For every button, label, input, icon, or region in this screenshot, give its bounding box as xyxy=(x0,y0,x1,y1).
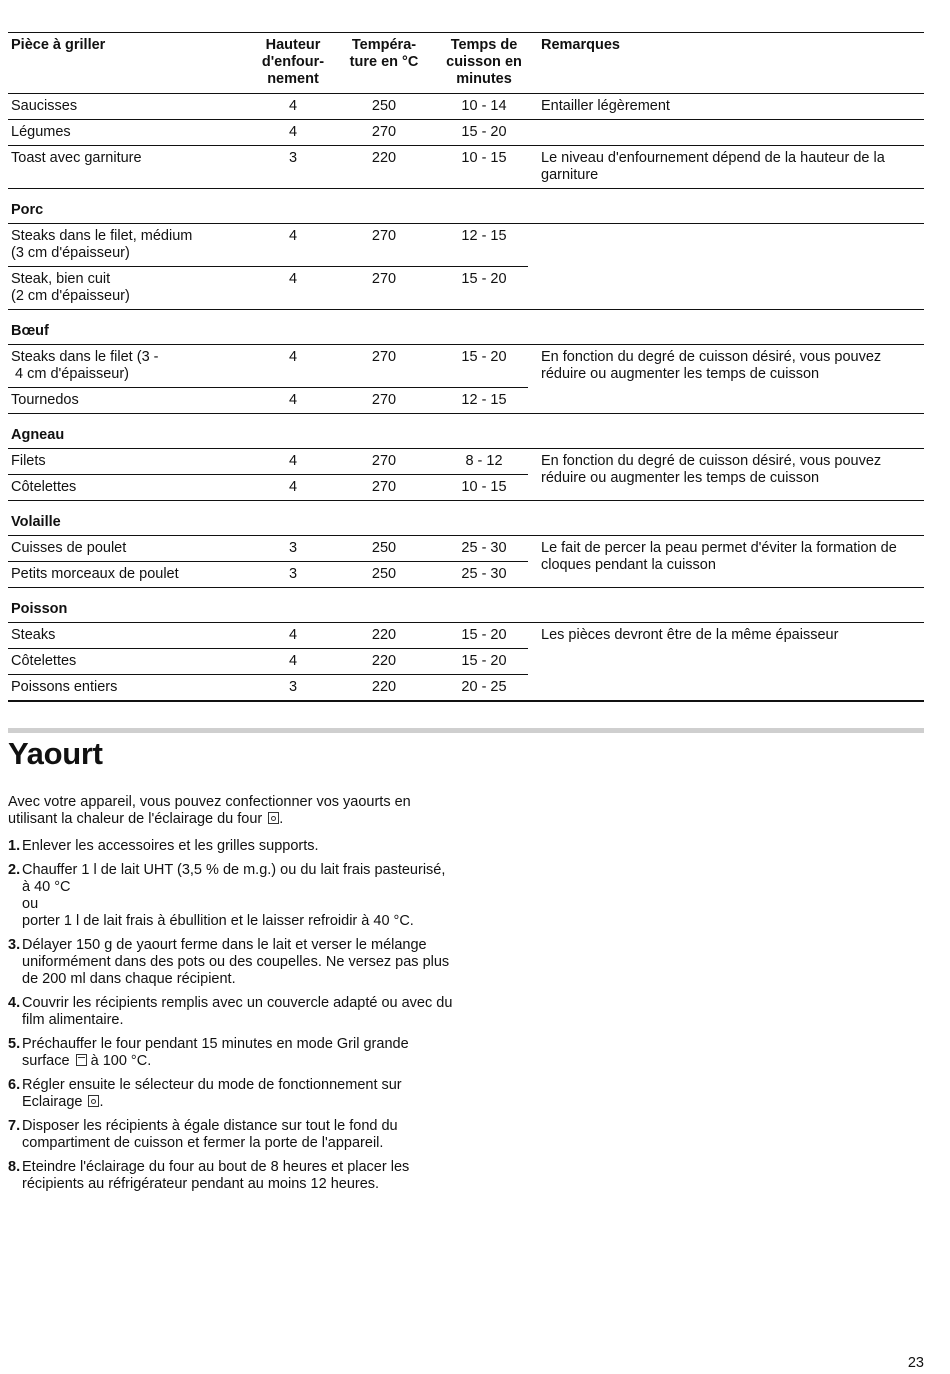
table-row xyxy=(8,120,924,146)
step-number: 7. xyxy=(8,1118,21,1134)
cell-remarque: En fonction du degré de cuisson désiré, vous pouvez réduire ou augmenter les temps de cuisson xyxy=(541,349,882,382)
list-item xyxy=(8,838,456,855)
step-text: . xyxy=(99,1094,104,1110)
cell-temps: 10 - 15 xyxy=(461,150,507,166)
table-row xyxy=(8,345,924,388)
cell-remarque xyxy=(528,120,924,146)
cell-remarque xyxy=(528,224,924,310)
cell-remarque: Entailler légèrement xyxy=(528,94,924,120)
step-text: à 100 °C. xyxy=(86,1053,152,1069)
header-temps-line3: minutes xyxy=(456,71,512,87)
cell-piece: Légumes xyxy=(8,120,258,146)
list-item xyxy=(8,1159,456,1193)
piece-line2: (2 cm d'épaisseur) xyxy=(11,288,130,304)
cell-temps: 25 - 30 xyxy=(440,536,528,562)
cell-temperature: 270 xyxy=(328,224,440,267)
category-title: Agneau xyxy=(8,414,924,449)
cell-temps: 15 - 20 xyxy=(440,345,528,388)
step-number: 5. xyxy=(8,1036,21,1052)
cell-temperature: 270 xyxy=(371,271,397,287)
cell-piece: Saucisses xyxy=(8,94,258,120)
header-hauteur xyxy=(258,33,328,94)
cell-temperature: 220 xyxy=(371,150,397,166)
cell-temps: 10 - 15 xyxy=(461,479,507,495)
cell-remarque: Le niveau d'enfournement dépend de la hauteur de la garniture xyxy=(541,150,885,183)
cell-temps: 25 - 30 xyxy=(461,566,507,582)
list-item xyxy=(8,862,456,930)
cell-temps: 12 - 15 xyxy=(440,224,528,267)
category-title: Poisson xyxy=(8,588,924,623)
cell-temperature: 220 xyxy=(328,623,440,649)
cell-hauteur: 3 xyxy=(258,675,328,702)
grill-large-area-icon xyxy=(76,1054,87,1066)
cell-piece: Tournedos xyxy=(11,392,79,408)
cell-temps: 15 - 20 xyxy=(461,271,507,287)
cell-hauteur: 3 xyxy=(288,566,298,582)
oven-light-icon xyxy=(88,1095,99,1107)
step-text: Délayer 150 g de yaourt ferme dans le lait et verser le mélange uniformément dans des pots ou des coupelles. Ne versez pas plus de 200 ml dans chaque récipient. xyxy=(22,937,450,987)
step-text: Disposer les récipients à égale distance sur tout le fond du compartiment de cuisson et fermer la porte de l'appareil. xyxy=(22,1118,398,1151)
step-number: 2. xyxy=(8,862,21,878)
category-row-volaille xyxy=(8,501,924,536)
header-temperature xyxy=(328,33,440,94)
page-number: 23 xyxy=(907,1355,924,1371)
cell-temperature: 250 xyxy=(328,536,440,562)
cell-hauteur: 4 xyxy=(258,94,328,120)
cell-temperature: 250 xyxy=(328,94,440,120)
cell-temps: 12 - 15 xyxy=(461,392,507,408)
cell-piece: Toast avec garniture xyxy=(11,150,142,166)
instruction-list xyxy=(8,838,456,1200)
cell-temperature: 220 xyxy=(328,649,440,675)
category-title: Volaille xyxy=(8,501,924,536)
piece-line1: Steak, bien cuit xyxy=(11,271,111,287)
category-row-poisson xyxy=(8,588,924,623)
cell-piece: Filets xyxy=(8,449,258,475)
category-title: Porc xyxy=(8,189,924,224)
list-item xyxy=(8,1036,456,1070)
step-text: Couvrir les récipients remplis avec un couvercle adapté ou avec du film alimentaire. xyxy=(22,995,453,1028)
table-row xyxy=(8,449,924,475)
list-item xyxy=(8,1077,456,1111)
table-row xyxy=(8,536,924,562)
cell-hauteur: 4 xyxy=(288,479,298,495)
cell-temps: 20 - 25 xyxy=(440,675,528,702)
cell-hauteur: 3 xyxy=(288,150,298,166)
cell-temperature: 220 xyxy=(328,675,440,702)
cell-remarque: Les pièces devront être de la même épaisseur xyxy=(528,623,924,702)
cell-hauteur: 4 xyxy=(288,271,298,287)
list-item xyxy=(8,1118,456,1152)
header-temps-line1: Temps de xyxy=(450,37,518,53)
header-hauteur-line2: d'enfour- xyxy=(261,54,325,70)
header-remarques: Remarques xyxy=(528,33,924,94)
table-row xyxy=(8,623,924,649)
step-number: 1. xyxy=(8,838,21,854)
cell-piece: Steaks xyxy=(8,623,258,649)
step-number: 6. xyxy=(8,1077,21,1093)
header-hauteur-line1: Hauteur xyxy=(265,37,321,53)
piece-line2: (3 cm d'épaisseur) xyxy=(11,245,130,261)
cell-piece xyxy=(8,267,258,310)
intro-text: Avec votre appareil, vous pouvez confectionner vos yaourts en utilisant la chaleur de l'éclairage du four xyxy=(8,794,411,827)
cell-hauteur: 3 xyxy=(258,536,328,562)
cell-temps: 8 - 12 xyxy=(440,449,528,475)
cell-temps: 10 - 14 xyxy=(440,94,528,120)
list-item xyxy=(8,937,456,988)
table-row xyxy=(8,94,924,120)
step-text-or: ou xyxy=(22,896,39,912)
header-temps-line2: cuisson en xyxy=(446,54,522,70)
piece-line1: Steaks dans le filet, médium xyxy=(11,228,193,244)
piece-line2: 4 cm d'épaisseur) xyxy=(11,366,130,382)
cell-hauteur: 4 xyxy=(288,392,298,408)
cell-temperature: 250 xyxy=(371,566,397,582)
cell-hauteur: 4 xyxy=(258,623,328,649)
table-row xyxy=(8,224,924,267)
header-temps xyxy=(440,33,528,94)
header-piece: Pièce à griller xyxy=(8,33,258,94)
step-text: Eteindre l'éclairage du four au bout de 8 heures et placer les récipients au réfrigérateur pendant au moins 12 heures. xyxy=(22,1159,410,1192)
header-temp-line2: ture en °C xyxy=(349,54,419,70)
cell-hauteur: 4 xyxy=(258,120,328,146)
step-text: Chauffer 1 l de lait UHT (3,5 % de m.g.) ou du lait frais pasteurisé, à 40 °C xyxy=(22,862,446,895)
step-text: porter 1 l de lait frais à ébullition et le laisser refroidir à 40 °C. xyxy=(22,913,414,929)
cell-temperature: 270 xyxy=(328,120,440,146)
cell-temperature: 270 xyxy=(328,449,440,475)
cell-hauteur: 4 xyxy=(258,649,328,675)
oven-light-icon xyxy=(268,812,279,824)
section-divider xyxy=(8,728,924,733)
cell-piece: Côtelettes xyxy=(8,649,258,675)
category-row-agneau xyxy=(8,414,924,449)
cell-piece: Cuisses de poulet xyxy=(8,536,258,562)
cell-hauteur: 4 xyxy=(258,224,328,267)
cell-temperature: 270 xyxy=(371,392,397,408)
table-header-row xyxy=(8,33,924,94)
intro-paragraph: Avec votre appareil, vous pouvez confectionner vos yaourts en utilisant la chaleur de l'éclairage du four . xyxy=(8,794,411,827)
cell-piece: Petits morceaux de poulet xyxy=(11,566,179,582)
table-row xyxy=(8,146,924,189)
category-row-porc xyxy=(8,189,924,224)
section-title: Yaourt xyxy=(8,736,103,771)
header-temp-line1: Tempéra- xyxy=(351,37,417,53)
grilling-table xyxy=(8,32,924,702)
cell-remarque: En fonction du degré de cuisson désiré, vous pouvez réduire ou augmenter les temps de cuisson xyxy=(541,453,882,486)
cell-piece xyxy=(8,224,258,267)
step-text: Préchauffer le four pendant 15 minutes en mode Gril grande surface xyxy=(22,1036,409,1069)
cell-remarque: Le fait de percer la peau permet d'éviter la formation de cloques pendant la cuisson xyxy=(541,540,897,573)
cell-hauteur: 4 xyxy=(258,449,328,475)
step-number: 4. xyxy=(8,995,21,1011)
cell-piece xyxy=(8,345,258,388)
step-number: 3. xyxy=(8,937,21,953)
cell-temperature: 270 xyxy=(328,345,440,388)
category-title: Bœuf xyxy=(8,310,924,345)
cell-temperature: 270 xyxy=(371,479,397,495)
piece-line1: Steaks dans le filet (3 - xyxy=(11,349,159,365)
step-number: 8. xyxy=(8,1159,21,1175)
list-item xyxy=(8,995,456,1029)
cell-temps: 15 - 20 xyxy=(440,120,528,146)
cell-piece: Poissons entiers xyxy=(8,675,258,702)
cell-hauteur: 4 xyxy=(258,345,328,388)
cell-temps: 15 - 20 xyxy=(440,649,528,675)
step-text: Régler ensuite le sélecteur du mode de fonctionnement sur Eclairage xyxy=(22,1077,402,1110)
step-text: Enlever les accessoires et les grilles supports. xyxy=(22,838,319,854)
cell-temps: 15 - 20 xyxy=(440,623,528,649)
cell-piece: Côtelettes xyxy=(11,479,77,495)
category-row-boeuf xyxy=(8,310,924,345)
header-hauteur-line3: nement xyxy=(267,71,319,87)
